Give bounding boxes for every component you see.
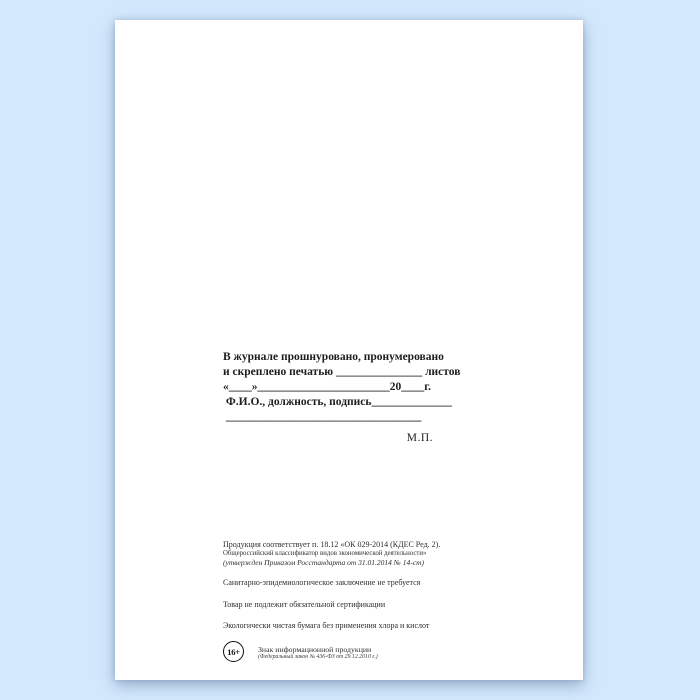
journal-back-page <box>115 20 583 680</box>
stitching-certification-block <box>223 350 461 446</box>
stitching-line-4-signature: Ф.И.О., должность, подпись______________ <box>223 396 452 408</box>
sanitary-statement: Санитарно-эпидемиологическое заключение не требуется <box>223 578 421 587</box>
eco-paper-statement: Экологически чистая бумага без применения хлора и кислот <box>223 621 430 630</box>
information-product-law: (Федеральный закон № 436-ФЗ от 29.12.2010 г.) <box>258 654 378 660</box>
information-product-title: Знак информационной продукции <box>258 645 372 654</box>
certification-statement: Товар не подлежит обязательной сертификации <box>223 600 386 609</box>
information-product-sign <box>258 641 378 661</box>
stitching-line-3-date: «____»_______________________20____г. <box>223 381 432 393</box>
stitching-line-5-blank: __________________________________ <box>223 411 422 423</box>
stitching-line-2: и скреплено печатью _______________ листов <box>223 366 461 378</box>
legal-footer <box>223 540 453 662</box>
stitching-line-1: В журнале прошнуровано, пронумеровано <box>223 351 444 363</box>
conformity-statement-line-1: Продукция соответствует п. 18.12 «ОК 029-2014 (КДЕС Ред. 2). <box>223 540 441 549</box>
seal-place-label: М.П. <box>406 432 433 444</box>
age-rating-row <box>223 641 453 662</box>
conformity-statement-line-2: Общероссийский классификатор видов экономической деятельности» <box>223 550 427 557</box>
conformity-statement-line-3: (утвержден Приказом Росстандарта от 31.01.2014 № 14-ст) <box>223 558 424 567</box>
age-rating-16plus-icon <box>223 641 244 662</box>
age-rating-label: 16+ <box>227 646 240 657</box>
